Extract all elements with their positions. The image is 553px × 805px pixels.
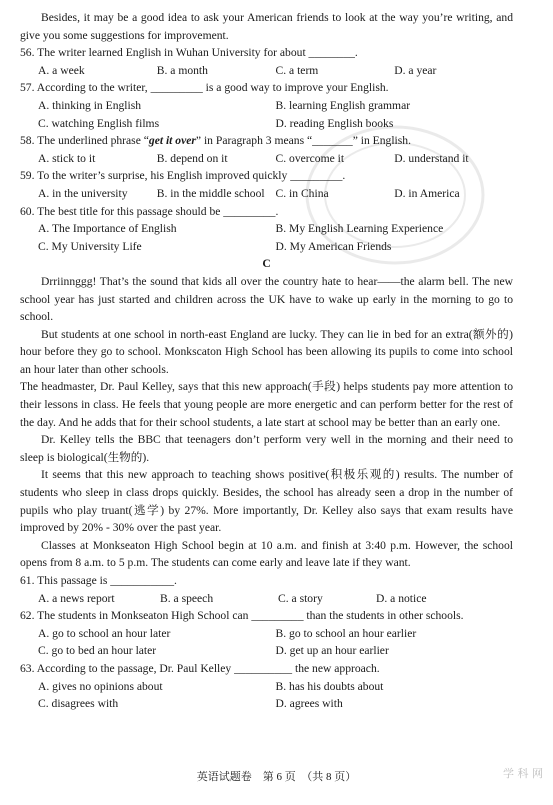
options-57-row1 (20, 97, 513, 115)
passage-b-tail: Besides, it may be a good idea to ask your American friends to look at the way you’re writing, and give you some suggestions for improvement. (20, 11, 513, 42)
option-57-d: D. reading English books (275, 116, 394, 130)
options-60-row2 (20, 238, 513, 256)
options-63-row2 (20, 695, 513, 713)
passage-paragraph-4: Dr. Kelley tells the BBC that teenagers don’t perform very well in the morning and their need to sleep is biological(生物的). (20, 433, 513, 464)
option-56-c: C. a term (275, 63, 319, 77)
option-56-b: B. a month (156, 63, 208, 77)
option-63-c: C. disagrees with (38, 697, 119, 711)
option-60-c: C. My University Life (38, 239, 142, 253)
option-58-a: A. stick to it (38, 151, 96, 165)
option-62-c: C. go to bed an hour later (38, 644, 157, 658)
passage-paragraph-2: But students at one school in north-east England are lucky. They can lie in bed for an extra(额外的) hour before they go to school. Monkscaton High School has been allowing its pupils to come into school an hour later than other schools. (20, 327, 513, 376)
options-58 (20, 150, 513, 168)
option-59-a: A. in the university (38, 186, 128, 200)
option-56-a: A. a week (38, 63, 85, 77)
option-58-d: D. understand it (394, 151, 469, 165)
option-57-a: A. thinking in English (38, 98, 142, 112)
question-57: 57. According to the writer, _________ is a good way to improve your English. (20, 81, 389, 95)
page-footer: 英语试题卷 第 6 页 （共 8 页） (196, 771, 357, 783)
section-heading-c: C (262, 257, 271, 271)
passage-paragraph-5: It seems that this new approach to teaching shows positive(积极乐观的) results. The number of students who sleep in class drops quickly. Besides, the school has already seen a drop in the number of pupils who play truant(逃学) by 27%. More importantly, Dr. Kelley also says that exam results have improved by 20% - 30% over the past year. (20, 468, 513, 535)
option-63-b: B. has his doubts about (275, 679, 384, 693)
options-62-row2 (20, 642, 513, 660)
question-59: 59. To the writer’s surprise, his English improved quickly _________. (20, 169, 346, 183)
option-62-b: B. go to school an hour earlier (275, 626, 417, 640)
option-61-a: A. a news report (38, 591, 115, 605)
question-58: 58. The underlined phrase “get it over” in Paragraph 3 means “_______” in English. (20, 134, 411, 148)
option-59-d: D. in America (394, 186, 460, 200)
option-61-b: B. a speech (160, 591, 214, 605)
option-57-c: C. watching English films (38, 116, 160, 130)
passage-paragraph-3: The headmaster, Dr. Paul Kelley, says that this new approach(手段) helps students pay more attention to their lessons in class. He feels that young people are more energetic and can perform better for the rest of the day. And he adds that for their school students, a late start at school may be better than an early one. (20, 380, 513, 429)
question-63: 63. According to the passage, Dr. Paul Kelley __________ the new approach. (20, 661, 380, 675)
options-63-row1 (20, 678, 513, 696)
option-56-d: D. a year (394, 63, 437, 77)
option-59-b: B. in the middle school (156, 186, 265, 200)
passage-paragraph-6: Classes at Monkseaton High School begin at 10 a.m. and finish at 3:40 p.m. However, the school opens from 8 a.m. to 5 p.m. The students can come early and leave late if they want. (20, 538, 513, 570)
option-58-c: C. overcome it (275, 151, 345, 165)
option-60-d: D. My American Friends (275, 239, 392, 253)
watermark-text: 学 科 网 (503, 767, 543, 780)
option-60-a: A. The Importance of English (38, 222, 177, 236)
options-62-row1 (20, 625, 513, 643)
options-61 (20, 590, 513, 608)
options-59 (20, 185, 513, 203)
question-61: 61. This passage is ___________. (20, 574, 177, 587)
options-60-row1 (20, 220, 513, 238)
options-56 (20, 62, 513, 80)
option-59-c: C. in China (275, 186, 329, 200)
option-62-d: D. get up an hour earlier (275, 644, 389, 658)
option-60-b: B. My English Learning Experience (275, 222, 444, 236)
option-62-a: A. go to school an hour later (38, 626, 171, 640)
question-60: 60. The best title for this passage should be _________. (20, 204, 279, 218)
option-63-a: A. gives no opinions about (38, 679, 163, 693)
passage-paragraph-1: Drriinnggg! That’s the sound that kids all over the country hate to hear——the alarm bell. The new school year has just started and children across the UK have to wake up early in the morning to go to school. (20, 274, 513, 324)
option-57-b: B. learning English grammar (275, 98, 411, 112)
options-57-row2 (20, 115, 513, 133)
question-56: 56. The writer learned English in Wuhan University for about ________. (20, 46, 358, 60)
option-58-b: B. depend on it (156, 151, 228, 165)
question-62: 62. The students in Monkseaton High School can _________ than the students in other schools. (20, 609, 464, 623)
exam-sheet (20, 9, 513, 713)
option-63-d: D. agrees with (275, 697, 343, 711)
option-61-d: D. a notice (376, 591, 427, 605)
option-61-c: C. a story (278, 591, 323, 605)
